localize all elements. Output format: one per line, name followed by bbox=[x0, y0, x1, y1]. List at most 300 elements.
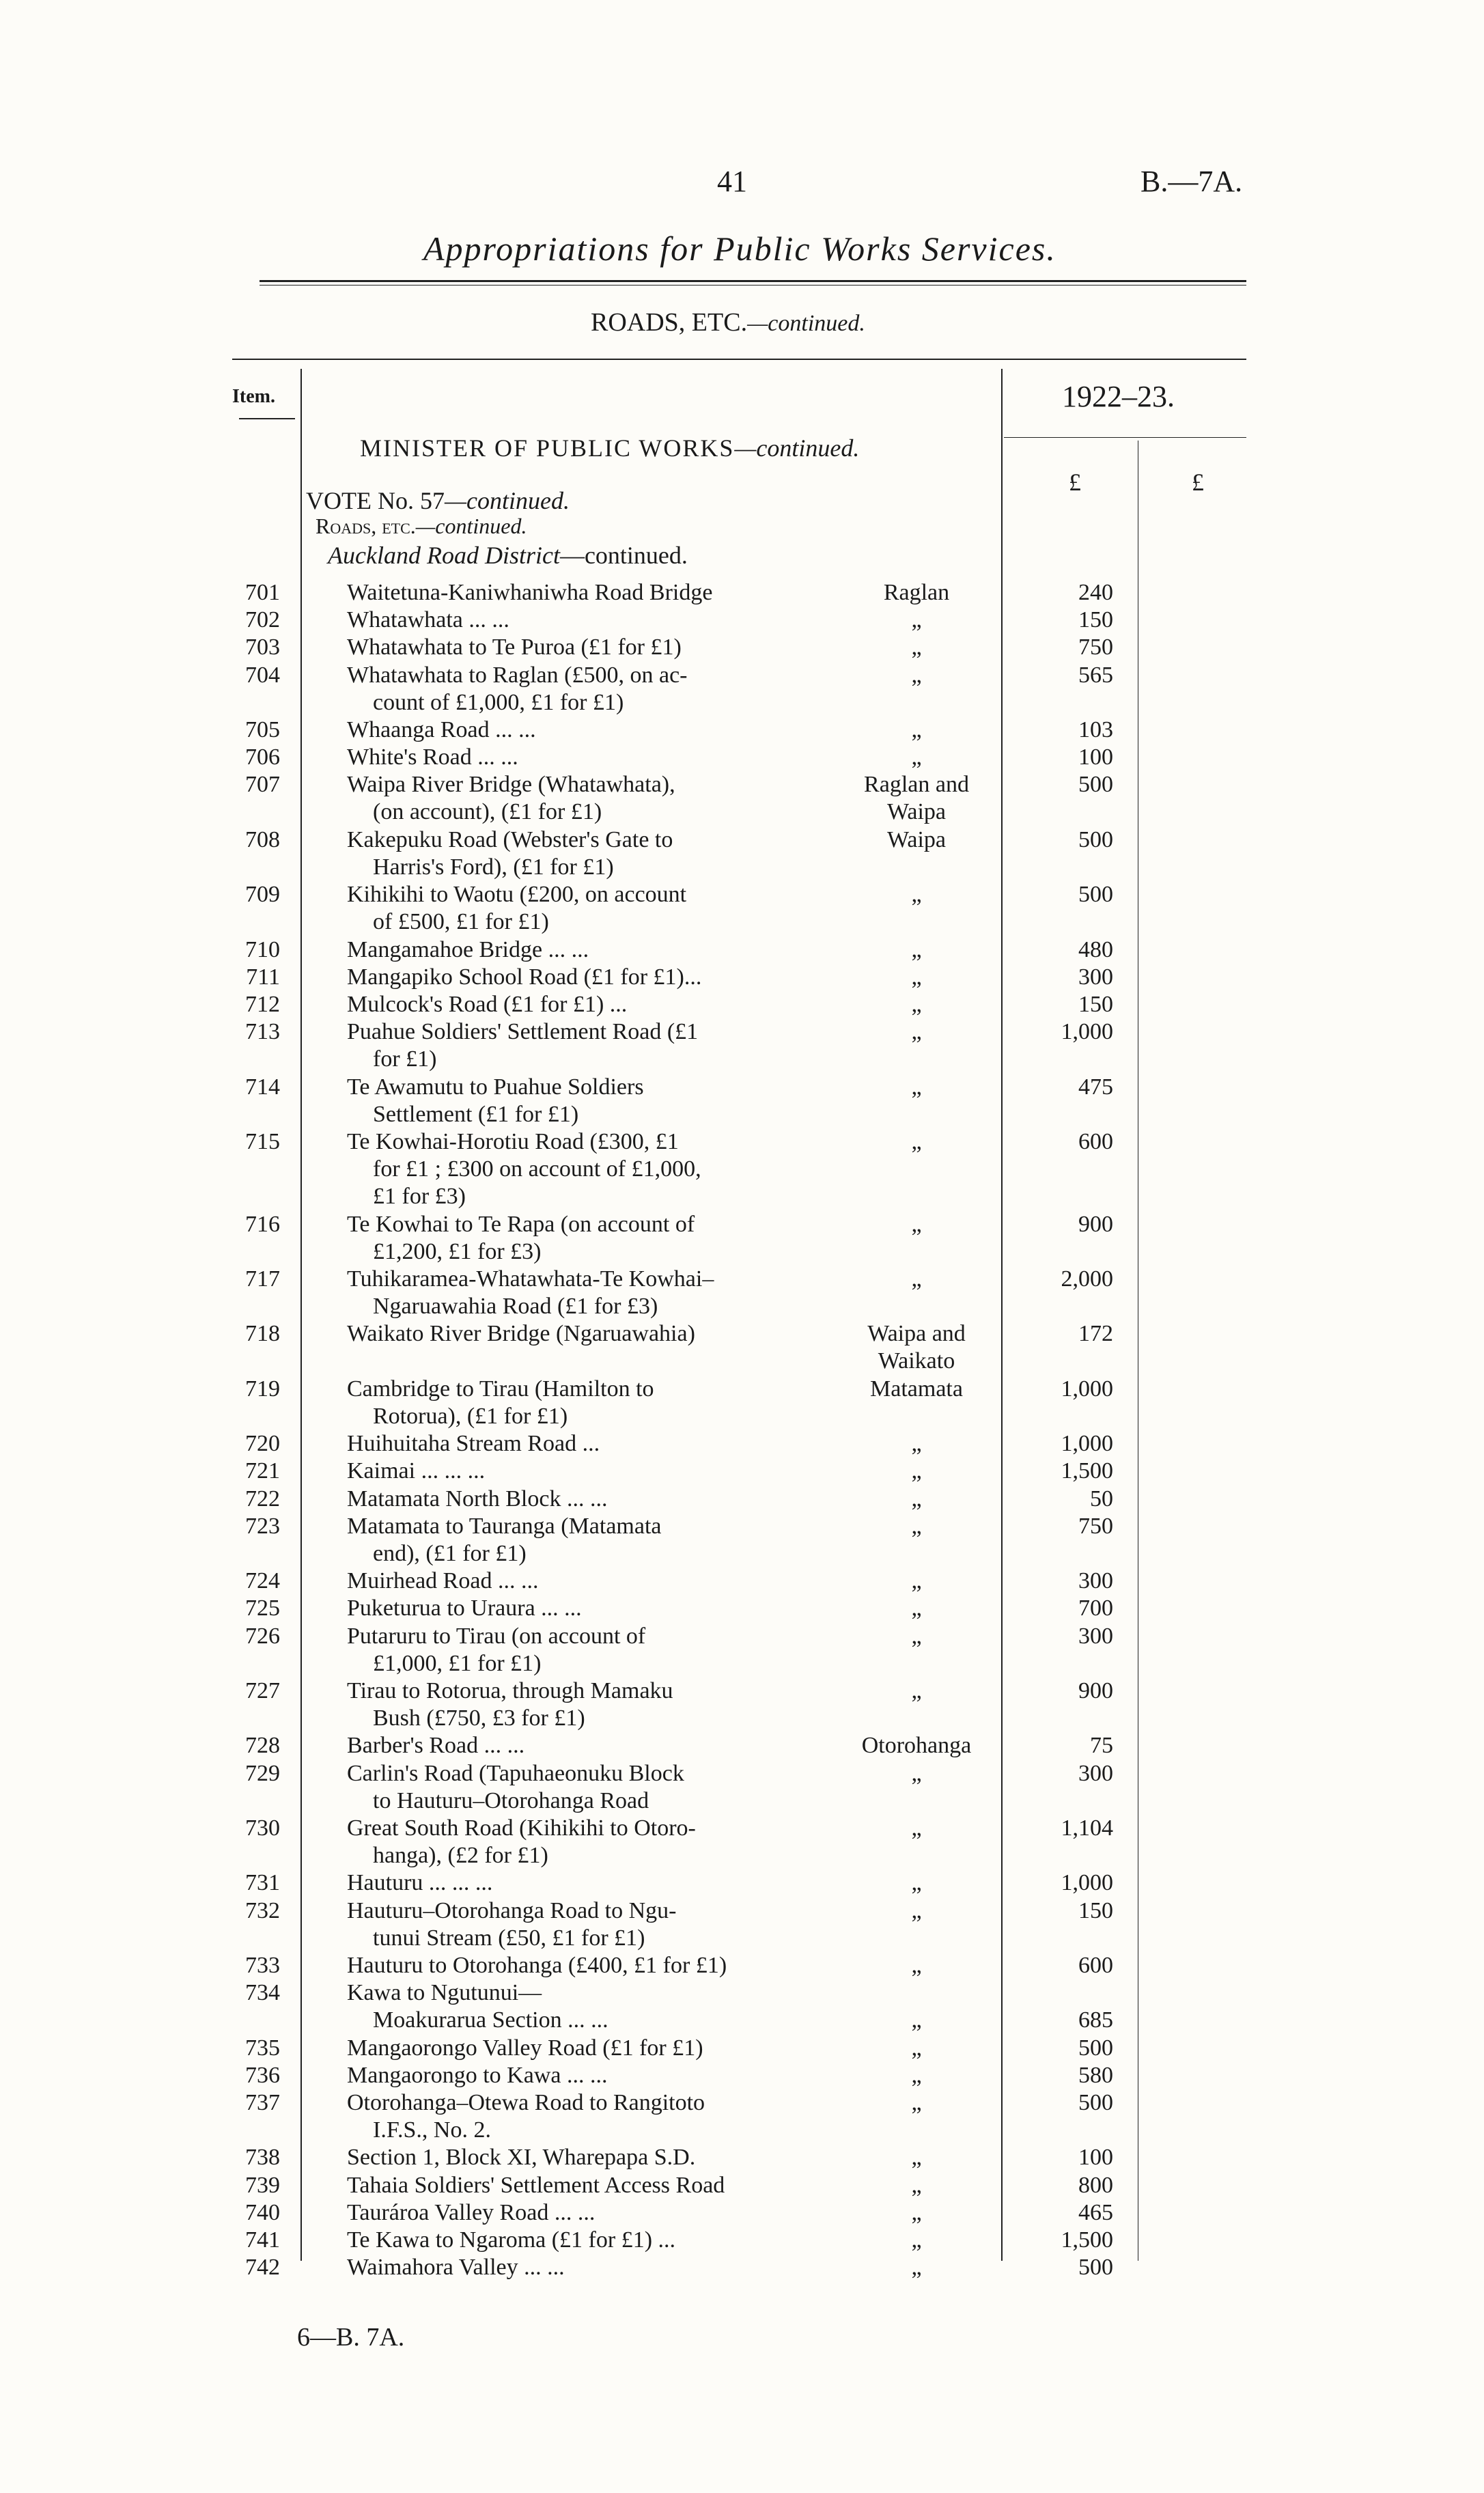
item-description bbox=[347, 1595, 825, 1622]
amount-value: 500 bbox=[1078, 882, 1113, 908]
minister-heading-suffix: —continued. bbox=[734, 434, 860, 462]
item-description bbox=[347, 634, 825, 661]
amount-value: 750 bbox=[1078, 635, 1113, 660]
item-header-underline bbox=[239, 418, 295, 419]
amount-value: 300 bbox=[1078, 1623, 1113, 1649]
amount-value: 150 bbox=[1078, 1897, 1113, 1923]
page-footer: 6—B. 7A. bbox=[297, 2323, 405, 2352]
amount-value: 750 bbox=[1078, 1513, 1113, 1539]
column-header-item: Item. bbox=[232, 386, 275, 407]
item-number: 740 bbox=[245, 2199, 280, 2225]
amount-value: 500 bbox=[1078, 2255, 1113, 2281]
amount-value: 1,000 bbox=[1061, 1019, 1113, 1045]
electoral-district bbox=[835, 2172, 998, 2199]
amount-value: 300 bbox=[1078, 964, 1113, 990]
amount-value: 465 bbox=[1078, 2199, 1113, 2225]
item-description bbox=[347, 1074, 825, 1128]
description-line: hanga), (£2 for £1) bbox=[373, 1843, 548, 1868]
electoral-district bbox=[835, 1595, 998, 1622]
district-line: „ bbox=[911, 1266, 922, 1292]
description-line: Huihuitaha Stream Road ... bbox=[347, 1431, 600, 1457]
district-line bbox=[835, 1979, 998, 2007]
amount-value: 1,000 bbox=[1061, 1376, 1113, 1402]
item-description bbox=[347, 936, 825, 964]
district-line: Waikato bbox=[878, 1348, 955, 1374]
item-number: 704 bbox=[245, 662, 280, 688]
district-line: „ bbox=[911, 2062, 922, 2088]
description-line: Cambridge to Tirau (Hamilton to bbox=[347, 1376, 654, 1402]
district-line: „ bbox=[911, 1760, 922, 1786]
header-rule-top bbox=[260, 280, 1246, 282]
district-line: „ bbox=[911, 1815, 922, 1841]
amount-value: 2,000 bbox=[1061, 1266, 1113, 1292]
description-line: Whaanga Road ... ... bbox=[347, 717, 536, 742]
item-description bbox=[347, 1211, 825, 1266]
amount-value: 475 bbox=[1078, 1074, 1113, 1100]
amount-value: 100 bbox=[1078, 2145, 1113, 2171]
electoral-district bbox=[835, 991, 998, 1018]
electoral-district bbox=[835, 936, 998, 964]
document-reference: B.—7A. bbox=[1140, 165, 1243, 198]
item-description bbox=[347, 1979, 825, 2034]
item-description bbox=[347, 2199, 825, 2227]
electoral-district bbox=[835, 1568, 998, 1595]
electoral-district bbox=[835, 771, 998, 826]
district-line: „ bbox=[911, 2007, 922, 2033]
item-description bbox=[347, 1430, 825, 1458]
district-line: „ bbox=[911, 2090, 922, 2115]
item-description bbox=[347, 2254, 825, 2281]
electoral-district bbox=[835, 2227, 998, 2254]
item-number: 729 bbox=[245, 1760, 280, 1786]
amount-value: 580 bbox=[1078, 2062, 1113, 2088]
item-description bbox=[347, 716, 825, 744]
item-description bbox=[347, 1732, 825, 1759]
item-number: 720 bbox=[245, 1431, 280, 1457]
roads-subheading-text: Roads, etc. bbox=[316, 514, 416, 538]
electoral-district bbox=[835, 634, 998, 661]
item-number: 722 bbox=[245, 1486, 280, 1512]
roads-subheading bbox=[316, 514, 527, 539]
amount-value: 103 bbox=[1078, 717, 1113, 742]
item-number: 711 bbox=[246, 964, 280, 990]
item-description bbox=[347, 2172, 825, 2199]
item-number: 708 bbox=[245, 826, 280, 852]
amount-value: 565 bbox=[1078, 662, 1113, 688]
item-description bbox=[347, 1376, 825, 1430]
electoral-district bbox=[835, 2254, 998, 2281]
description-line: Te Kowhai-Horotiu Road (£300, £1 bbox=[347, 1129, 679, 1154]
district-line: „ bbox=[911, 1897, 922, 1923]
item-description bbox=[347, 2144, 825, 2171]
amount-value: 1,000 bbox=[1061, 1870, 1113, 1896]
item-description bbox=[347, 964, 825, 991]
amount-value: 500 bbox=[1078, 2090, 1113, 2115]
district-line: „ bbox=[911, 1129, 922, 1154]
electoral-district bbox=[835, 1376, 998, 1403]
description-line: Muirhead Road ... ... bbox=[347, 1568, 539, 1594]
electoral-district bbox=[835, 1760, 998, 1787]
district-line: „ bbox=[911, 1513, 922, 1539]
item-description bbox=[347, 2227, 825, 2254]
item-number: 728 bbox=[245, 1733, 280, 1759]
electoral-district bbox=[835, 1513, 998, 1540]
electoral-district bbox=[835, 662, 998, 689]
item-description bbox=[347, 2089, 825, 2144]
item-number: 739 bbox=[245, 2172, 280, 2198]
electoral-district bbox=[835, 826, 998, 854]
item-number: 742 bbox=[245, 2255, 280, 2281]
district-line: „ bbox=[911, 2172, 922, 2198]
district-line: „ bbox=[911, 1458, 922, 1484]
item-description bbox=[347, 1815, 825, 1869]
item-description bbox=[347, 744, 825, 771]
description-line: Section 1, Block XI, Wharepapa S.D. bbox=[347, 2145, 696, 2171]
description-line: I.F.S., No. 2. bbox=[373, 2117, 491, 2143]
electoral-district bbox=[835, 1320, 998, 1375]
electoral-district bbox=[835, 579, 998, 607]
item-number: 741 bbox=[245, 2227, 280, 2253]
amount-value: 1,000 bbox=[1061, 1431, 1113, 1457]
pound-sign-2: £ bbox=[1192, 469, 1204, 496]
item-number: 718 bbox=[245, 1321, 280, 1347]
item-number: 710 bbox=[245, 936, 280, 962]
description-line: Great South Road (Kihikihi to Otoro- bbox=[347, 1815, 696, 1841]
table-top-rule bbox=[232, 359, 1246, 360]
item-description bbox=[347, 1623, 825, 1677]
district-line: „ bbox=[911, 1486, 922, 1512]
description-line: Waikato River Bridge (Ngaruawahia) bbox=[347, 1321, 695, 1347]
description-line: Whatawhata to Te Puroa (£1 for £1) bbox=[347, 635, 682, 660]
description-line: Mangapiko School Road (£1 for £1)... bbox=[347, 964, 702, 990]
description-line: Rotorua), (£1 for £1) bbox=[373, 1403, 568, 1429]
item-description bbox=[347, 1458, 825, 1485]
item-description bbox=[347, 1897, 825, 1952]
description-line: Te Kawa to Ngaroma (£1 for £1) ... bbox=[347, 2227, 676, 2253]
amount-value: 480 bbox=[1078, 936, 1113, 962]
district-heading-text: Auckland Road District bbox=[328, 542, 560, 569]
item-number: 730 bbox=[245, 1815, 280, 1841]
description-line: Hauturu to Otorohanga (£400, £1 for £1) bbox=[347, 1953, 727, 1978]
district-line: „ bbox=[911, 2227, 922, 2253]
item-number: 734 bbox=[245, 1980, 280, 2006]
description-line: Moakurarua Section ... ... bbox=[373, 2007, 608, 2033]
item-number: 707 bbox=[245, 772, 280, 798]
description-line: White's Road ... ... bbox=[347, 744, 518, 770]
district-line: Waipa bbox=[887, 799, 946, 825]
section-title bbox=[591, 307, 865, 337]
district-line: „ bbox=[911, 2145, 922, 2171]
electoral-district bbox=[835, 1979, 998, 2034]
vote-heading-suffix: —continued. bbox=[444, 487, 570, 514]
description-line: Harris's Ford), (£1 for £1) bbox=[373, 854, 614, 880]
amount-value: 1,500 bbox=[1061, 1458, 1113, 1484]
electoral-district bbox=[835, 1623, 998, 1650]
item-description bbox=[347, 579, 825, 607]
electoral-district bbox=[835, 744, 998, 771]
description-line: Carlin's Road (Tapuhaeonuku Block bbox=[347, 1760, 684, 1786]
description-line: Waimahora Valley ... ... bbox=[347, 2255, 565, 2281]
item-number: 716 bbox=[245, 1211, 280, 1237]
item-number: 709 bbox=[245, 882, 280, 908]
amount-value: 685 bbox=[1078, 2007, 1113, 2033]
description-line: Taurároa Valley Road ... ... bbox=[347, 2199, 596, 2225]
electoral-district bbox=[835, 1815, 998, 1842]
description-line: Waitetuna-Kaniwhaniwha Road Bridge bbox=[347, 580, 713, 605]
item-description bbox=[347, 826, 825, 881]
item-description bbox=[347, 607, 825, 634]
electoral-district bbox=[835, 964, 998, 991]
description-line: Tirau to Rotorua, through Mamaku bbox=[347, 1678, 673, 1703]
description-line: Tahaia Soldiers' Settlement Access Road bbox=[347, 2172, 725, 2198]
district-line: „ bbox=[911, 1870, 922, 1896]
district-line: Otorohanga bbox=[861, 1733, 972, 1759]
amount-value: 300 bbox=[1078, 1760, 1113, 1786]
amount-value: 600 bbox=[1078, 1129, 1113, 1154]
item-description bbox=[347, 1568, 825, 1595]
electoral-district bbox=[835, 2062, 998, 2089]
description-line: Kawa to Ngutunui— bbox=[347, 1980, 542, 2006]
amount-column-rule bbox=[1001, 369, 1003, 2261]
electoral-district bbox=[835, 1128, 998, 1156]
item-number: 705 bbox=[245, 717, 280, 742]
district-line: „ bbox=[911, 1953, 922, 1978]
item-number: 733 bbox=[245, 1953, 280, 1978]
district-line: „ bbox=[911, 964, 922, 990]
item-number: 713 bbox=[245, 1019, 280, 1045]
description-line: Tuhikaramea-Whatawhata-Te Kowhai– bbox=[347, 1266, 714, 1292]
item-description bbox=[347, 1513, 825, 1568]
description-line: tunui Stream (£50, £1 for £1) bbox=[373, 1925, 645, 1951]
electoral-district bbox=[835, 1952, 998, 1979]
description-line: Puketurua to Uraura ... ... bbox=[347, 1596, 582, 1621]
electoral-district bbox=[835, 716, 998, 744]
item-description bbox=[347, 1952, 825, 1979]
district-line: „ bbox=[911, 1596, 922, 1621]
district-line: „ bbox=[911, 1074, 922, 1100]
item-description bbox=[347, 881, 825, 936]
description-line: Mangaorongo to Kawa ... ... bbox=[347, 2062, 608, 2088]
item-number: 731 bbox=[245, 1870, 280, 1896]
electoral-district bbox=[835, 1897, 998, 1925]
item-description bbox=[347, 662, 825, 716]
district-heading bbox=[328, 541, 688, 570]
district-line: Raglan bbox=[883, 580, 950, 605]
electoral-district bbox=[835, 2144, 998, 2171]
electoral-district bbox=[835, 2199, 998, 2227]
pound-sign-1: £ bbox=[1069, 469, 1081, 496]
description-line: Matamata North Block ... ... bbox=[347, 1486, 608, 1512]
item-number: 712 bbox=[245, 992, 280, 1017]
district-line: „ bbox=[911, 1568, 922, 1594]
item-description bbox=[347, 1320, 825, 1348]
amount-value: 150 bbox=[1078, 607, 1113, 633]
item-description bbox=[347, 771, 825, 826]
item-column-rule bbox=[300, 369, 302, 2261]
district-line: „ bbox=[911, 1678, 922, 1703]
amount-value: 900 bbox=[1078, 1211, 1113, 1237]
item-number: 735 bbox=[245, 2035, 280, 2061]
item-number: 726 bbox=[245, 1623, 280, 1649]
vote-heading bbox=[306, 486, 570, 515]
item-description bbox=[347, 1677, 825, 1732]
electoral-district bbox=[835, 1074, 998, 1101]
description-line: Kihikihi to Waotu (£200, on account bbox=[347, 882, 687, 908]
amount-value: 1,104 bbox=[1061, 1815, 1113, 1841]
electoral-district bbox=[835, 1677, 998, 1705]
electoral-district bbox=[835, 1018, 998, 1046]
description-line: (on account), (£1 for £1) bbox=[373, 799, 602, 825]
item-number: 727 bbox=[245, 1678, 280, 1703]
district-line: „ bbox=[911, 2035, 922, 2061]
item-number: 702 bbox=[245, 607, 280, 633]
item-number: 723 bbox=[245, 1513, 280, 1539]
description-line: Mangamahoe Bridge ... ... bbox=[347, 936, 589, 962]
item-number: 732 bbox=[245, 1897, 280, 1923]
district-line: „ bbox=[911, 936, 922, 962]
description-line: Mangaorongo Valley Road (£1 for £1) bbox=[347, 2035, 703, 2061]
amount-value: 50 bbox=[1090, 1486, 1113, 1512]
district-line: „ bbox=[911, 1431, 922, 1457]
item-number: 725 bbox=[245, 1596, 280, 1621]
electoral-district bbox=[835, 1211, 998, 1238]
description-line: Kaimai ... ... ... bbox=[347, 1458, 486, 1484]
amount-value: 900 bbox=[1078, 1678, 1113, 1703]
roads-subheading-suffix: —continued. bbox=[415, 514, 527, 538]
description-line: for £1) bbox=[373, 1046, 437, 1072]
electoral-district bbox=[835, 1430, 998, 1458]
item-number: 719 bbox=[245, 1376, 280, 1402]
section-title-text: ROADS, ETC. bbox=[591, 308, 748, 337]
item-number: 736 bbox=[245, 2062, 280, 2088]
item-description bbox=[347, 1018, 825, 1073]
description-line: to Hauturu–Otorohanga Road bbox=[373, 1787, 649, 1813]
amount-value: 700 bbox=[1078, 1596, 1113, 1621]
electoral-district bbox=[835, 881, 998, 908]
description-line: Puahue Soldiers' Settlement Road (£1 bbox=[347, 1019, 699, 1045]
item-number: 703 bbox=[245, 635, 280, 660]
item-description bbox=[347, 1760, 825, 1815]
electoral-district bbox=[835, 2089, 998, 2117]
amount-value: 75 bbox=[1090, 1733, 1113, 1759]
district-line: Matamata bbox=[870, 1376, 963, 1402]
district-line: „ bbox=[911, 1211, 922, 1237]
description-line: Whatawhata ... ... bbox=[347, 607, 509, 633]
minister-heading bbox=[360, 434, 859, 462]
amount-value: 500 bbox=[1078, 826, 1113, 852]
vote-heading-text: VOTE No. 57 bbox=[306, 487, 445, 514]
description-line: Te Awamutu to Puahue Soldiers bbox=[347, 1074, 644, 1100]
amount-value: 172 bbox=[1078, 1321, 1113, 1347]
description-line: £1,000, £1 for £1) bbox=[373, 1650, 542, 1676]
description-line: for £1 ; £300 on account of £1,000, bbox=[373, 1156, 701, 1182]
item-description bbox=[347, 1486, 825, 1513]
electoral-district bbox=[835, 1869, 998, 1897]
item-number: 737 bbox=[245, 2090, 280, 2115]
description-line: of £500, £1 for £1) bbox=[373, 909, 549, 935]
description-line: Mulcock's Road (£1 for £1) ... bbox=[347, 992, 628, 1017]
description-line: Hauturu–Otorohanga Road to Ngu- bbox=[347, 1897, 677, 1923]
district-line: „ bbox=[911, 744, 922, 770]
district-line: „ bbox=[911, 717, 922, 742]
description-line: Bush (£750, £3 for £1) bbox=[373, 1705, 585, 1731]
description-line: Barber's Road ... ... bbox=[347, 1733, 525, 1759]
amount-value: 240 bbox=[1078, 580, 1113, 605]
district-line: Waipa bbox=[887, 826, 946, 852]
electoral-district bbox=[835, 2035, 998, 2062]
item-number: 721 bbox=[245, 1458, 280, 1484]
description-line: Whatawhata to Raglan (£500, on ac- bbox=[347, 662, 688, 688]
description-line: £1,200, £1 for £3) bbox=[373, 1238, 542, 1264]
page-number: 41 bbox=[717, 165, 747, 198]
description-line: Waipa River Bridge (Whatawhata), bbox=[347, 772, 675, 798]
electoral-district bbox=[835, 607, 998, 634]
amount-value: 800 bbox=[1078, 2172, 1113, 2198]
district-heading-suffix: —continued. bbox=[559, 542, 688, 569]
district-line: „ bbox=[911, 662, 922, 688]
amount-value: 500 bbox=[1078, 2035, 1113, 2061]
electoral-district bbox=[835, 1732, 998, 1759]
column-header-year: 1922–23. bbox=[1062, 380, 1175, 413]
item-description bbox=[347, 2035, 825, 2062]
district-line: „ bbox=[911, 2255, 922, 2281]
description-line: end), (£1 for £1) bbox=[373, 1540, 527, 1566]
description-line: Otorohanga–Otewa Road to Rangitoto bbox=[347, 2090, 705, 2115]
electoral-district bbox=[835, 1458, 998, 1485]
amount-value: 100 bbox=[1078, 744, 1113, 770]
section-title-suffix: —continued. bbox=[747, 311, 865, 336]
district-line: „ bbox=[911, 1019, 922, 1045]
item-description bbox=[347, 1869, 825, 1897]
description-line: Matamata to Tauranga (Matamata bbox=[347, 1513, 662, 1539]
description-line: Ngaruawahia Road (£1 for £3) bbox=[373, 1294, 658, 1319]
year-header-underline bbox=[1004, 437, 1246, 438]
page-title: Appropriations for Public Works Services. bbox=[423, 229, 1056, 268]
district-line: „ bbox=[911, 635, 922, 660]
district-line: „ bbox=[911, 992, 922, 1017]
district-line: „ bbox=[911, 607, 922, 633]
item-description bbox=[347, 991, 825, 1018]
district-line: „ bbox=[911, 2199, 922, 2225]
amount-value: 600 bbox=[1078, 1953, 1113, 1978]
district-line: Raglan and bbox=[864, 772, 969, 798]
amount-value: 500 bbox=[1078, 772, 1113, 798]
item-description bbox=[347, 1266, 825, 1320]
description-line: Kakepuku Road (Webster's Gate to bbox=[347, 826, 673, 852]
description-line: Settlement (£1 for £1) bbox=[373, 1101, 579, 1127]
description-line: Hauturu ... ... ... bbox=[347, 1870, 493, 1896]
item-description bbox=[347, 1128, 825, 1210]
description-line: Putaruru to Tirau (on account of bbox=[347, 1623, 646, 1649]
item-description bbox=[347, 2062, 825, 2089]
district-line: „ bbox=[911, 882, 922, 908]
minister-heading-text: MINISTER OF PUBLIC WORKS bbox=[360, 434, 735, 462]
description-line: count of £1,000, £1 for £1) bbox=[373, 689, 624, 715]
item-number: 714 bbox=[245, 1074, 280, 1100]
item-number: 717 bbox=[245, 1266, 280, 1292]
electoral-district bbox=[835, 1486, 998, 1513]
amount-value: 1,500 bbox=[1061, 2227, 1113, 2253]
district-line: „ bbox=[911, 1623, 922, 1649]
district-line: Waipa and bbox=[867, 1321, 966, 1347]
description-line: £1 for £3) bbox=[373, 1184, 466, 1209]
item-number: 724 bbox=[245, 1568, 280, 1594]
amount-value: 300 bbox=[1078, 1568, 1113, 1594]
electoral-district bbox=[835, 1266, 998, 1293]
description-line: Te Kowhai to Te Rapa (on account of bbox=[347, 1211, 695, 1237]
item-number: 738 bbox=[245, 2145, 280, 2171]
item-number: 706 bbox=[245, 744, 280, 770]
